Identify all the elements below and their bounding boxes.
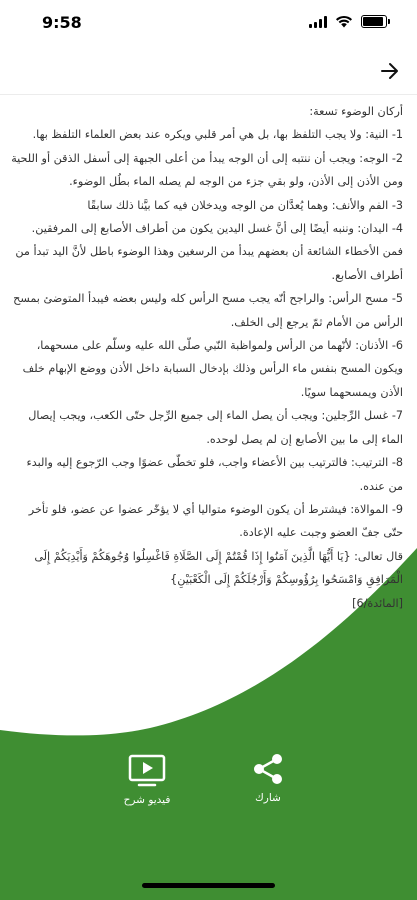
share-button[interactable] [238, 752, 298, 804]
article-text [0, 96, 417, 615]
article-paragraph: 5- مسح الرأس: والراجح أنّه يجب مسح الرأس كله وليس بعضه فيبدأ المتوضئ بمسح الرأس من الأمام ثمّ يرجع إلى الخلف. [13, 292, 403, 329]
status-bar [0, 0, 417, 46]
home-indicator [142, 883, 275, 888]
article-paragraph: 7- غسل الرِّجلين: ويجب أن يصل الماء إلى جميع الرِّجل حتّى الكعب، ويجب إيصال الماء إلى ما بين الأصابع إن لم يصل لوحده. [28, 409, 403, 446]
article-paragraph: فمن الأخطاء الشائعة أن بعضهم يبدأ من الرسغين وهذا الوضوء باطل لأنَّ اليد تبدأ من أطراف الأصابع. [15, 245, 403, 282]
wifi-icon [335, 15, 353, 28]
article-paragraph: [المائدة/6] [352, 596, 403, 610]
share-icon [251, 752, 285, 786]
back-button[interactable] [375, 56, 405, 86]
article-paragraph: 2- الوجه: ويجب أن ننتبه إلى أن الوجه يبدأ من أعلى الجبهة إلى أسفل الذقن أو اللحية ومن الأذن إلى الأذن، ولو بقي جزء من الوجه لم يصله الماء بطُل الوضوء. [11, 151, 403, 189]
article-paragraph: 6- الأذنان: لأنّهما من الرأس ولمواظبة النّبي صلّى الله عليه وسلّم على مسحهما، ويكون المسح بنفس ماء الرأس وذلك بإدخال السبابة داخل الأذن ووضع الإبهام خلف الأذن ويمسحهما سويًا. [22, 339, 403, 399]
arrow-right-icon [380, 62, 400, 80]
battery-icon [361, 15, 387, 28]
video-explanation-label: فيديو شرح [123, 794, 171, 806]
status-time: 9:58 [42, 13, 82, 32]
navigation-bar [0, 46, 417, 95]
article-paragraph: 1- النية: ولا يجب التلفظ بها، بل هي أمر قلبي ويكره عند بعض العلماء التلفظ بها. [32, 128, 403, 142]
article-paragraph: 3- الفم والأنف: وهما يُعدَّان من الوجه ويدخلان فيه كما بيَّنا ذلك سابقًا [87, 198, 403, 212]
article-paragraph: 8- الترتيب: فالترتيب بين الأعضاء واجب، فلو تخطّى عضوًا وجب الرّجوع إليه والبدء من عنده. [26, 456, 403, 493]
status-icons [309, 15, 387, 28]
bottom-action-bar [0, 740, 417, 860]
article-content[interactable] [0, 96, 417, 766]
signal-icon [309, 16, 327, 28]
article-paragraph: قال تعالى: {يَا أَيُّهَا الَّذِينَ آمَنُوا إِذَا قُمْتُمْ إِلَى الصَّلَاةِ فَاغْسِلُوا وُجُوهَكُمْ وَأَيْدِيَكُمْ إِلَى الْمَرَافِقِ وَامْسَحُوا بِرُؤُوسِكُمْ وَأَرْجُلَكُمْ إِلَى الْكَعْبَيْنِ} [34, 549, 403, 587]
article-paragraph: أركان الوضوء تسعة: [309, 105, 403, 118]
video-explanation-button[interactable] [111, 754, 183, 806]
article-paragraph: 4- اليدان: وننبه أيضًا إلى أنَّ غسل اليدين يكون من أطراف الأصابع إلى المرفقين. [31, 222, 403, 236]
video-play-icon [128, 754, 166, 788]
share-label: شارك [255, 792, 281, 804]
article-paragraph: 9- الموالاة: فيشترط أن يكون الوضوء متواليا أي لا يؤخّر عضوا عن عضو، فلو تأخر حتّى جفّ العضو وجبت عليه الإعادة. [28, 502, 403, 540]
